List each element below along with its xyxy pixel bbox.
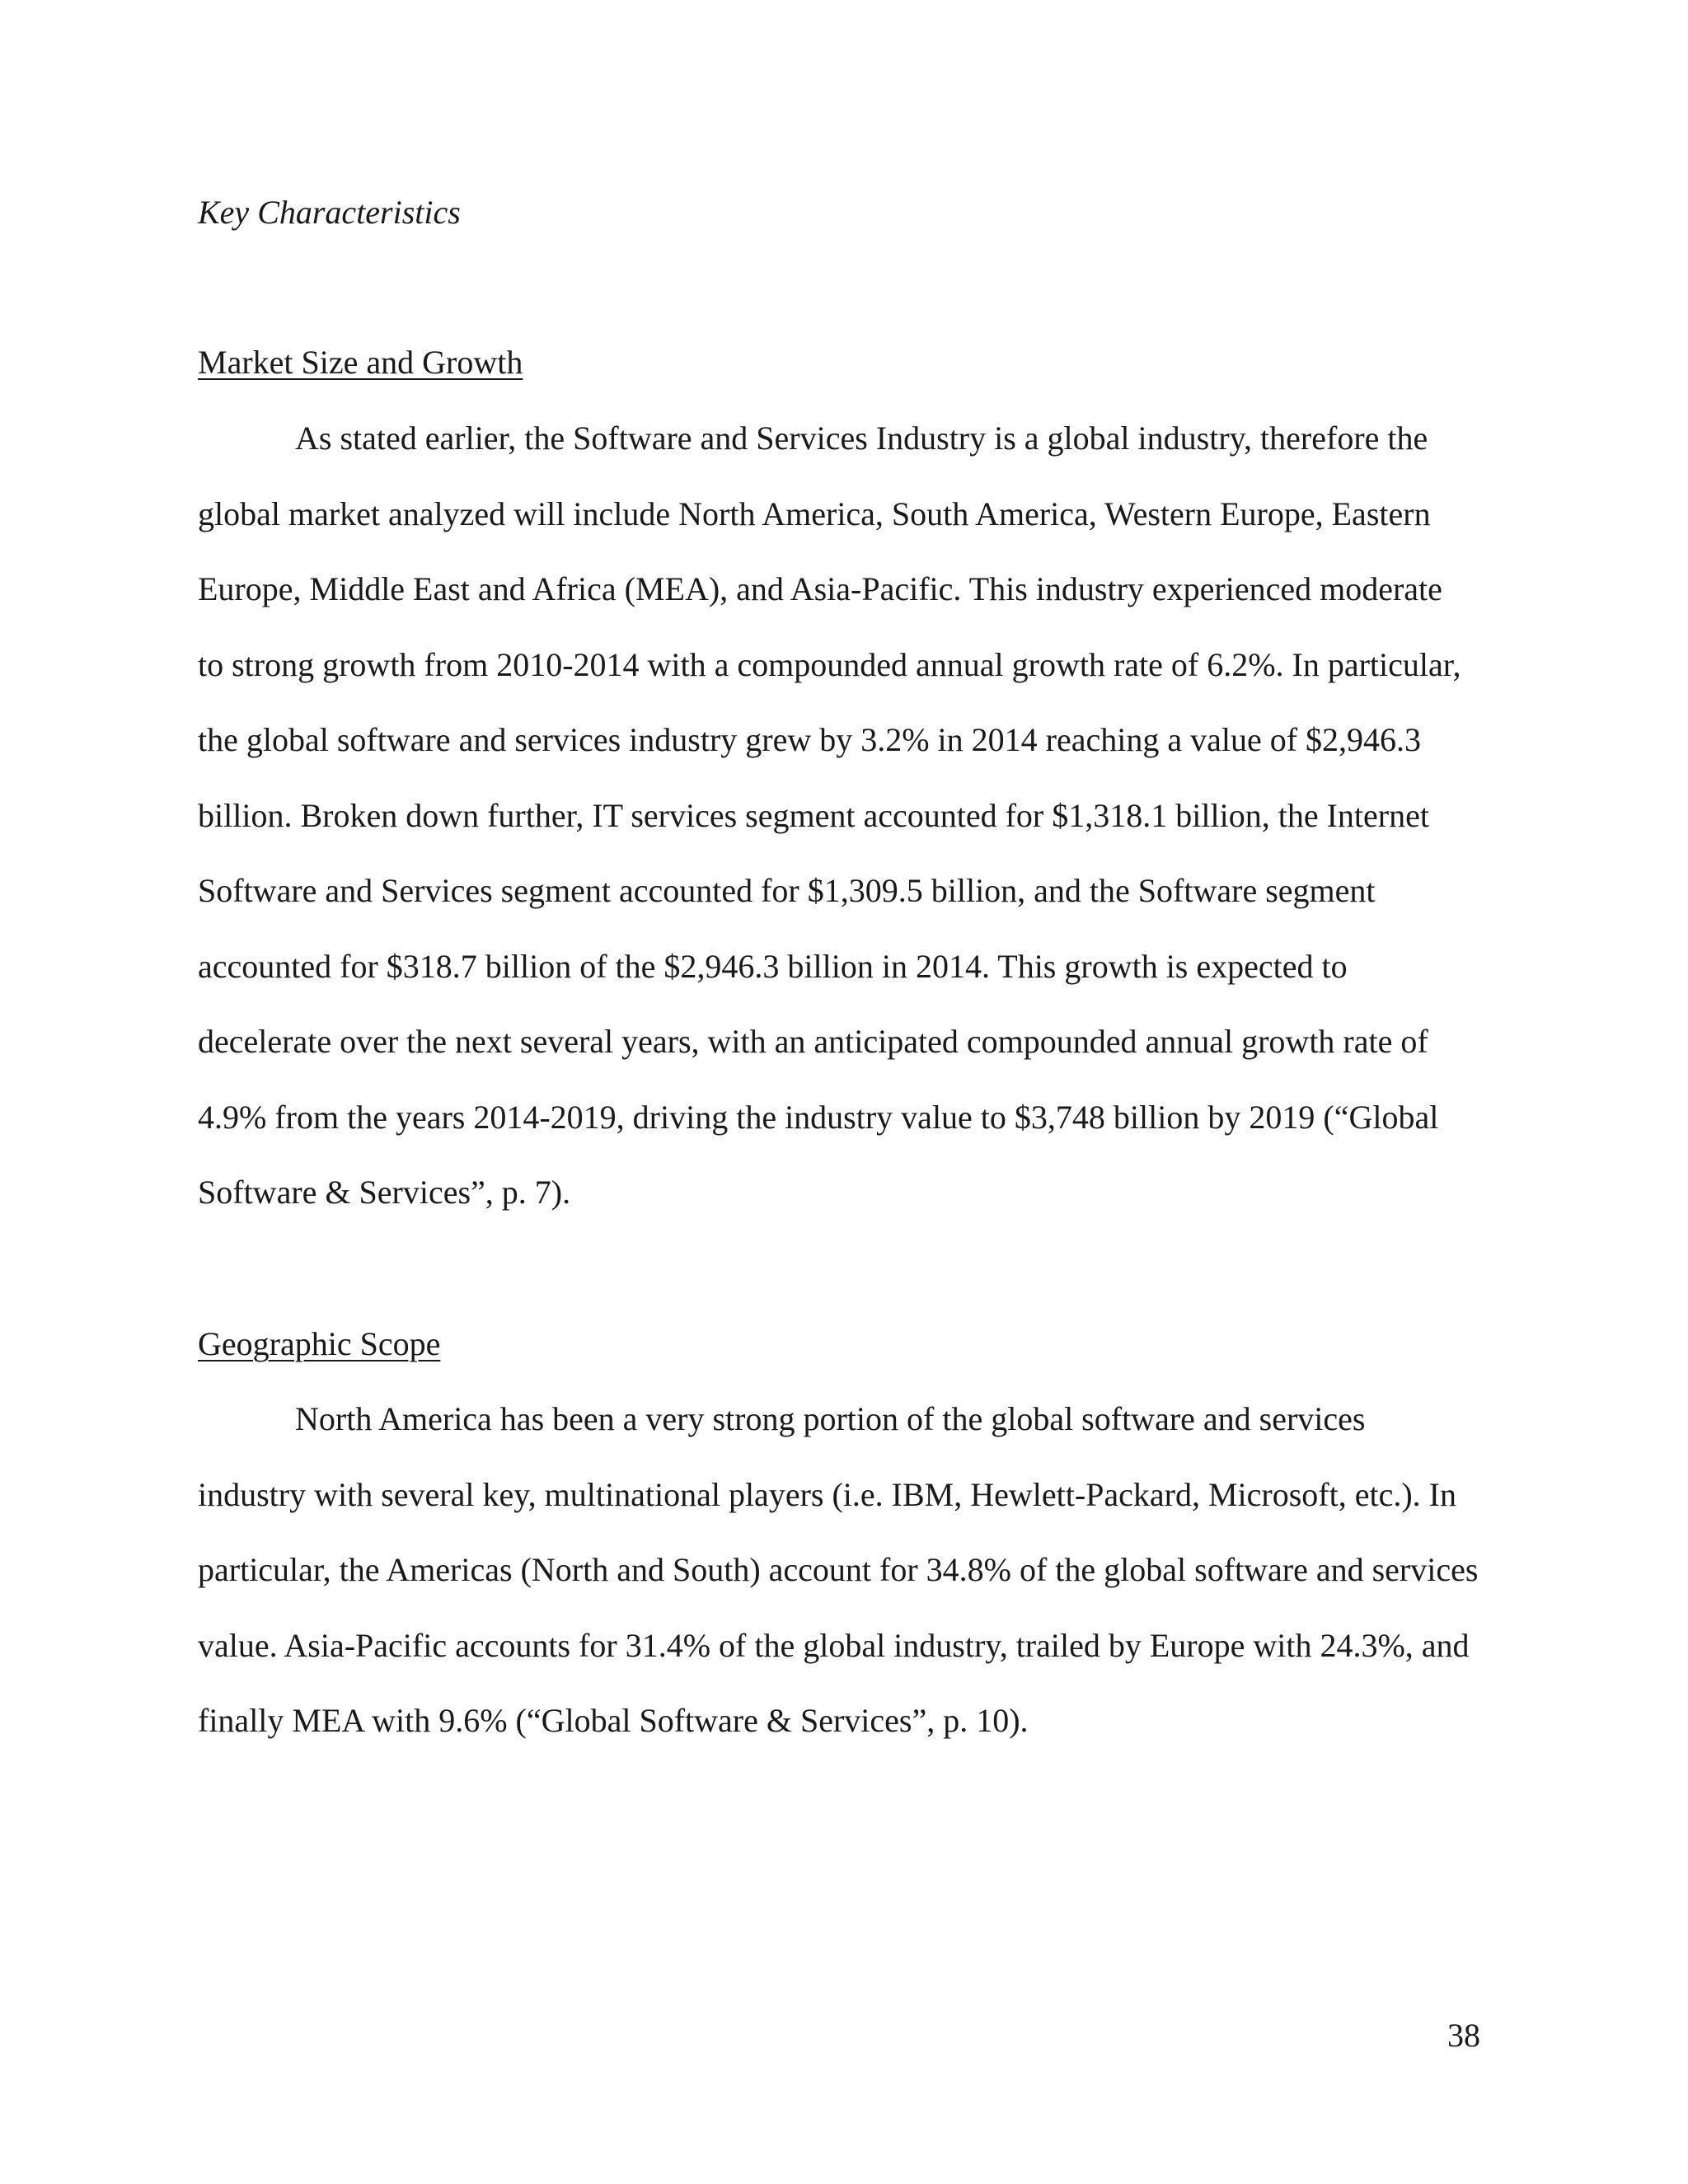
paragraph-line: 4.9% from the years 2014-2019, driving the industry value to $3,748 billion by 2019 (“Global [198, 1099, 1439, 1136]
section-heading: Key Characteristics [198, 194, 461, 231]
page-number: 38 [1447, 2017, 1480, 2054]
subsection-heading-geographic-scope: Geographic Scope [198, 1325, 441, 1362]
paragraph-line: Software & Services”, p. 7). [198, 1174, 571, 1211]
paragraph-line: finally MEA with 9.6% (“Global Software & Services”, p. 10). [198, 1702, 1029, 1739]
paragraph-line: decelerate over the next several years, with an anticipated compounded annual growth rate of [198, 1023, 1428, 1060]
paragraph-line: billion. Broken down further, IT services segment accounted for $1,318.1 billion, the Internet [198, 797, 1429, 834]
paragraph-line: value. Asia-Pacific accounts for 31.4% of the global industry, trailed by Europe with 24.3%, and [198, 1627, 1470, 1664]
paragraph-line: to strong growth from 2010-2014 with a compounded annual growth rate of 6.2%. In particular, [198, 646, 1461, 683]
paragraph-line: particular, the Americas (North and South) account for 34.8% of the global software and services [198, 1551, 1479, 1588]
subsection-heading-market-size: Market Size and Growth [198, 344, 523, 381]
paragraph-line: Software and Services segment accounted for $1,309.5 billion, and the Software segment [198, 872, 1376, 909]
paragraph-line: global market analyzed will include North America, South America, Western Europe, Eastern [198, 495, 1431, 532]
paragraph-line: the global software and services industry grew by 3.2% in 2014 reaching a value of $2,946.3 [198, 721, 1422, 758]
paragraph-line: Europe, Middle East and Africa (MEA), and Asia-Pacific. This industry experienced moderate [198, 570, 1442, 607]
paragraph-line: North America has been a very strong portion of the global software and services [295, 1400, 1366, 1437]
paragraph-line: industry with several key, multinational players (i.e. IBM, Hewlett-Packard, Microsoft, etc.). In [198, 1476, 1456, 1513]
paragraph-line: As stated earlier, the Software and Services Industry is a global industry, therefore the [295, 419, 1428, 457]
paragraph-line: accounted for $318.7 billion of the $2,946.3 billion in 2014. This growth is expected to [198, 948, 1348, 985]
